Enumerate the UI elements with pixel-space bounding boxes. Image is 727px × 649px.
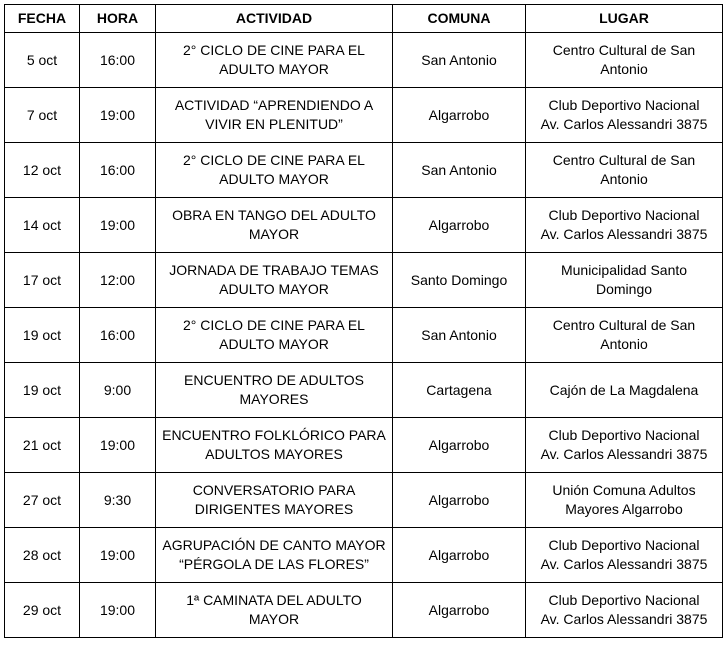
cell-actividad-text: ENCUENTRO FOLKLÓRICO PARA — [162, 427, 386, 443]
cell-actividad — [156, 88, 393, 143]
cell-fecha — [5, 253, 80, 308]
cell-comuna-text: Santo Domingo — [410, 271, 508, 288]
cell-comuna — [393, 418, 526, 473]
cell-lugar — [526, 198, 723, 253]
cell-comuna-text: Algarrobo — [428, 491, 490, 508]
table-row — [5, 308, 723, 363]
cell-actividad — [156, 198, 393, 253]
cell-hora — [80, 528, 156, 583]
cell-actividad-text: ADULTO MAYOR — [219, 61, 329, 77]
cell-hora-text: 19:00 — [99, 601, 136, 618]
cell-actividad-text: CONVERSATORIO PARA — [192, 482, 356, 498]
cell-hora-text: 16:00 — [99, 51, 136, 68]
cell-comuna — [393, 198, 526, 253]
cell-comuna-text: Algarrobo — [428, 436, 490, 453]
cell-fecha-text: 27 oct — [22, 491, 62, 508]
cell-actividad-text: ADULTO MAYOR — [219, 336, 329, 352]
cell-actividad-text: DIRIGENTES MAYORES — [194, 501, 354, 517]
cell-hora-text: 19:00 — [99, 436, 136, 453]
cell-hora — [80, 143, 156, 198]
cell-lugar-text: Av. Carlos Alessandri 3875 — [540, 556, 708, 572]
cell-hora — [80, 198, 156, 253]
table-row — [5, 363, 723, 418]
cell-lugar — [526, 88, 723, 143]
cell-actividad-text: 2° CICLO DE CINE PARA EL — [183, 152, 365, 168]
cell-fecha — [5, 143, 80, 198]
cell-hora-text: 19:00 — [99, 216, 136, 233]
table-row — [5, 198, 723, 253]
cell-actividad-text: ENCUENTRO DE ADULTOS — [184, 372, 364, 388]
header-fecha: FECHA — [5, 5, 80, 33]
cell-lugar-text: Club Deportivo Nacional — [548, 97, 700, 113]
cell-comuna-text: Algarrobo — [428, 546, 490, 563]
cell-actividad — [156, 528, 393, 583]
cell-actividad-text: MAYOR — [248, 226, 300, 242]
cell-fecha — [5, 528, 80, 583]
cell-hora-text: 16:00 — [99, 161, 136, 178]
cell-lugar-text: Av. Carlos Alessandri 3875 — [540, 116, 708, 132]
cell-lugar-text: Club Deportivo Nacional — [548, 592, 700, 608]
cell-lugar — [526, 363, 723, 418]
cell-hora — [80, 583, 156, 638]
cell-hora-text: 9:00 — [103, 381, 132, 398]
table-row — [5, 88, 723, 143]
cell-lugar-text: Antonio — [600, 336, 648, 352]
cell-fecha — [5, 308, 80, 363]
table-row — [5, 143, 723, 198]
table-row — [5, 418, 723, 473]
cell-comuna — [393, 88, 526, 143]
header-hora: HORA — [80, 5, 156, 33]
cell-fecha-text: 21 oct — [22, 436, 62, 453]
header-row — [5, 5, 723, 33]
cell-hora-text: 9:30 — [103, 491, 132, 508]
cell-lugar-text: Club Deportivo Nacional — [548, 207, 700, 223]
cell-actividad-text: ADULTO MAYOR — [219, 171, 329, 187]
cell-fecha — [5, 473, 80, 528]
schedule-table — [4, 4, 723, 638]
cell-lugar-text: Club Deportivo Nacional — [548, 427, 700, 443]
cell-fecha-text: 17 oct — [22, 271, 62, 288]
cell-hora — [80, 363, 156, 418]
cell-actividad-text: 2° CICLO DE CINE PARA EL — [183, 317, 365, 333]
cell-lugar-text: Unión Comuna Adultos — [552, 482, 696, 498]
cell-lugar-text: Av. Carlos Alessandri 3875 — [540, 226, 708, 242]
cell-comuna-text: Algarrobo — [428, 601, 490, 618]
cell-hora-text: 19:00 — [99, 106, 136, 123]
cell-lugar — [526, 253, 723, 308]
cell-actividad-text: ADULTOS MAYORES — [205, 446, 343, 462]
cell-hora-text: 19:00 — [99, 546, 136, 563]
cell-actividad — [156, 33, 393, 88]
cell-fecha — [5, 33, 80, 88]
header-actividad: ACTIVIDAD — [156, 5, 393, 33]
cell-actividad — [156, 308, 393, 363]
cell-fecha — [5, 88, 80, 143]
cell-comuna-text: San Antonio — [421, 161, 497, 178]
cell-comuna — [393, 143, 526, 198]
table-body — [5, 33, 723, 638]
table-row — [5, 253, 723, 308]
cell-comuna — [393, 253, 526, 308]
cell-comuna-text: Algarrobo — [428, 216, 490, 233]
cell-hora-text: 12:00 — [99, 271, 136, 288]
cell-hora-text: 16:00 — [99, 326, 136, 343]
cell-lugar-text: Av. Carlos Alessandri 3875 — [540, 611, 708, 627]
cell-actividad-text: JORNADA DE TRABAJO TEMAS — [169, 262, 379, 278]
cell-fecha-text: 28 oct — [22, 546, 62, 563]
cell-lugar — [526, 528, 723, 583]
cell-actividad-text: MAYOR — [248, 611, 300, 627]
cell-lugar — [526, 583, 723, 638]
table-row — [5, 528, 723, 583]
cell-fecha-text: 19 oct — [22, 326, 62, 343]
cell-fecha-text: 14 oct — [22, 216, 62, 233]
cell-actividad — [156, 418, 393, 473]
header-comuna: COMUNA — [393, 5, 526, 33]
cell-lugar-text: Domingo — [595, 281, 653, 297]
cell-actividad-text: “PÉRGOLA DE LAS FLORES” — [179, 556, 369, 572]
cell-lugar — [526, 308, 723, 363]
cell-lugar-text: Av. Carlos Alessandri 3875 — [540, 446, 708, 462]
cell-lugar-text: Antonio — [600, 171, 648, 187]
table-row — [5, 473, 723, 528]
cell-fecha — [5, 583, 80, 638]
cell-comuna — [393, 33, 526, 88]
cell-comuna — [393, 308, 526, 363]
cell-actividad-text: 1ª CAMINATA DEL ADULTO — [186, 592, 362, 608]
cell-actividad-text: MAYORES — [239, 391, 309, 407]
table-row — [5, 33, 723, 88]
cell-lugar-text: Centro Cultural de San — [552, 317, 696, 333]
cell-lugar-text: Municipalidad Santo — [560, 262, 688, 278]
cell-actividad-text: VIVIR EN PLENITUD” — [205, 116, 343, 132]
cell-actividad — [156, 363, 393, 418]
cell-lugar-text: Centro Cultural de San — [552, 152, 696, 168]
cell-actividad-text: AGRUPACIÓN DE CANTO MAYOR — [162, 537, 386, 553]
header-lugar: LUGAR — [526, 5, 723, 33]
cell-comuna — [393, 473, 526, 528]
cell-lugar-text: Centro Cultural de San — [552, 42, 696, 58]
cell-fecha-text: 5 oct — [26, 51, 58, 68]
cell-hora — [80, 473, 156, 528]
cell-hora — [80, 253, 156, 308]
cell-fecha-text: 12 oct — [22, 161, 62, 178]
cell-lugar — [526, 473, 723, 528]
cell-lugar — [526, 33, 723, 88]
cell-fecha — [5, 418, 80, 473]
cell-comuna-text: San Antonio — [421, 326, 497, 343]
cell-comuna — [393, 583, 526, 638]
cell-actividad-text: ACTIVIDAD “APRENDIENDO A — [174, 97, 374, 113]
cell-fecha — [5, 198, 80, 253]
cell-fecha — [5, 363, 80, 418]
cell-hora — [80, 33, 156, 88]
cell-lugar — [526, 418, 723, 473]
cell-fecha-text: 7 oct — [26, 106, 58, 123]
cell-fecha-text: 29 oct — [22, 601, 62, 618]
cell-comuna-text: Algarrobo — [428, 106, 490, 123]
table-row — [5, 583, 723, 638]
cell-lugar-text: Club Deportivo Nacional — [548, 537, 700, 553]
cell-comuna — [393, 363, 526, 418]
cell-actividad — [156, 583, 393, 638]
cell-actividad-text: ADULTO MAYOR — [219, 281, 329, 297]
cell-actividad — [156, 253, 393, 308]
cell-lugar-text: Cajón de La Magdalena — [549, 381, 699, 398]
cell-actividad — [156, 143, 393, 198]
cell-actividad — [156, 473, 393, 528]
cell-actividad-text: OBRA EN TANGO DEL ADULTO — [172, 207, 376, 223]
cell-fecha-text: 19 oct — [22, 381, 62, 398]
cell-lugar-text: Mayores Algarrobo — [565, 501, 683, 517]
cell-lugar — [526, 143, 723, 198]
cell-comuna — [393, 528, 526, 583]
cell-actividad-text: 2° CICLO DE CINE PARA EL — [183, 42, 365, 58]
cell-hora — [80, 418, 156, 473]
cell-comuna-text: San Antonio — [421, 51, 497, 68]
cell-lugar-text: Antonio — [600, 61, 648, 77]
cell-hora — [80, 88, 156, 143]
cell-comuna-text: Cartagena — [426, 381, 492, 398]
cell-hora — [80, 308, 156, 363]
